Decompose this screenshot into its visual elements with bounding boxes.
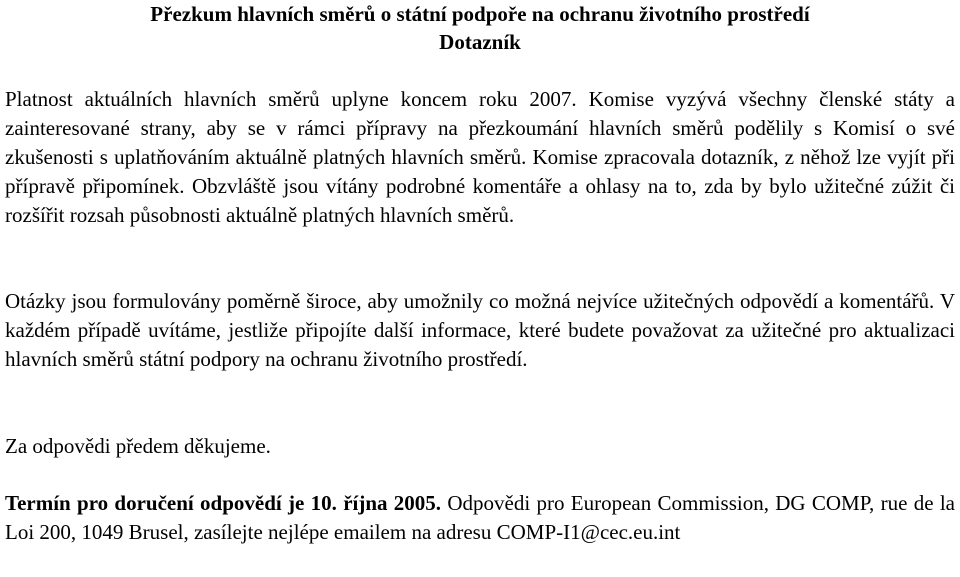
document-subtitle: Dotazník [439,30,521,54]
deadline-bold-text: Termín pro doručení odpovědí je 10. října 2005. [5,491,442,515]
deadline-paragraph [5,489,955,547]
questions-paragraph: Otázky jsou formulovány poměrně široce, aby umožnily co možná nejvíce užitečných odpovědí a komentářů. V každém případě uvítáme, jestliže připojíte další informace, které budete považovat za užitečné pro aktualizaci hlavních směrů státní podpory na ochranu životního prostředí. [5,289,955,371]
thanks-paragraph: Za odpovědi předem děkujeme. [5,434,271,458]
document-title: Přezkum hlavních směrů o státní podpoře na ochranu životního prostředí [150,2,810,26]
intro-paragraph: Platnost aktuálních hlavních směrů uplyne koncem roku 2007. Komise vyzývá všechny členské státy a zainteresované strany, aby se v rámci přípravy na přezkoumání hlavních směrů podělily s Komisí o své zkušenosti s uplatňováním aktuálně platných hlavních směrů. Komise zpracovala dotazník, z něhož lze vyjít při přípravě připomínek. Obzvláště jsou vítány podrobné komentáře a ohlasy na to, zda by bylo užitečné zúžit či rozšířit rozsah působnosti aktuálně platných hlavních směrů. [5,87,955,227]
deadline-contact-text: Odpovědi pro European Commission, DG COMP, rue de la Loi 200, 1049 Brusel, zasílejte nejlépe emailem na adresu COMP-I1@cec.eu.int [5,491,955,544]
